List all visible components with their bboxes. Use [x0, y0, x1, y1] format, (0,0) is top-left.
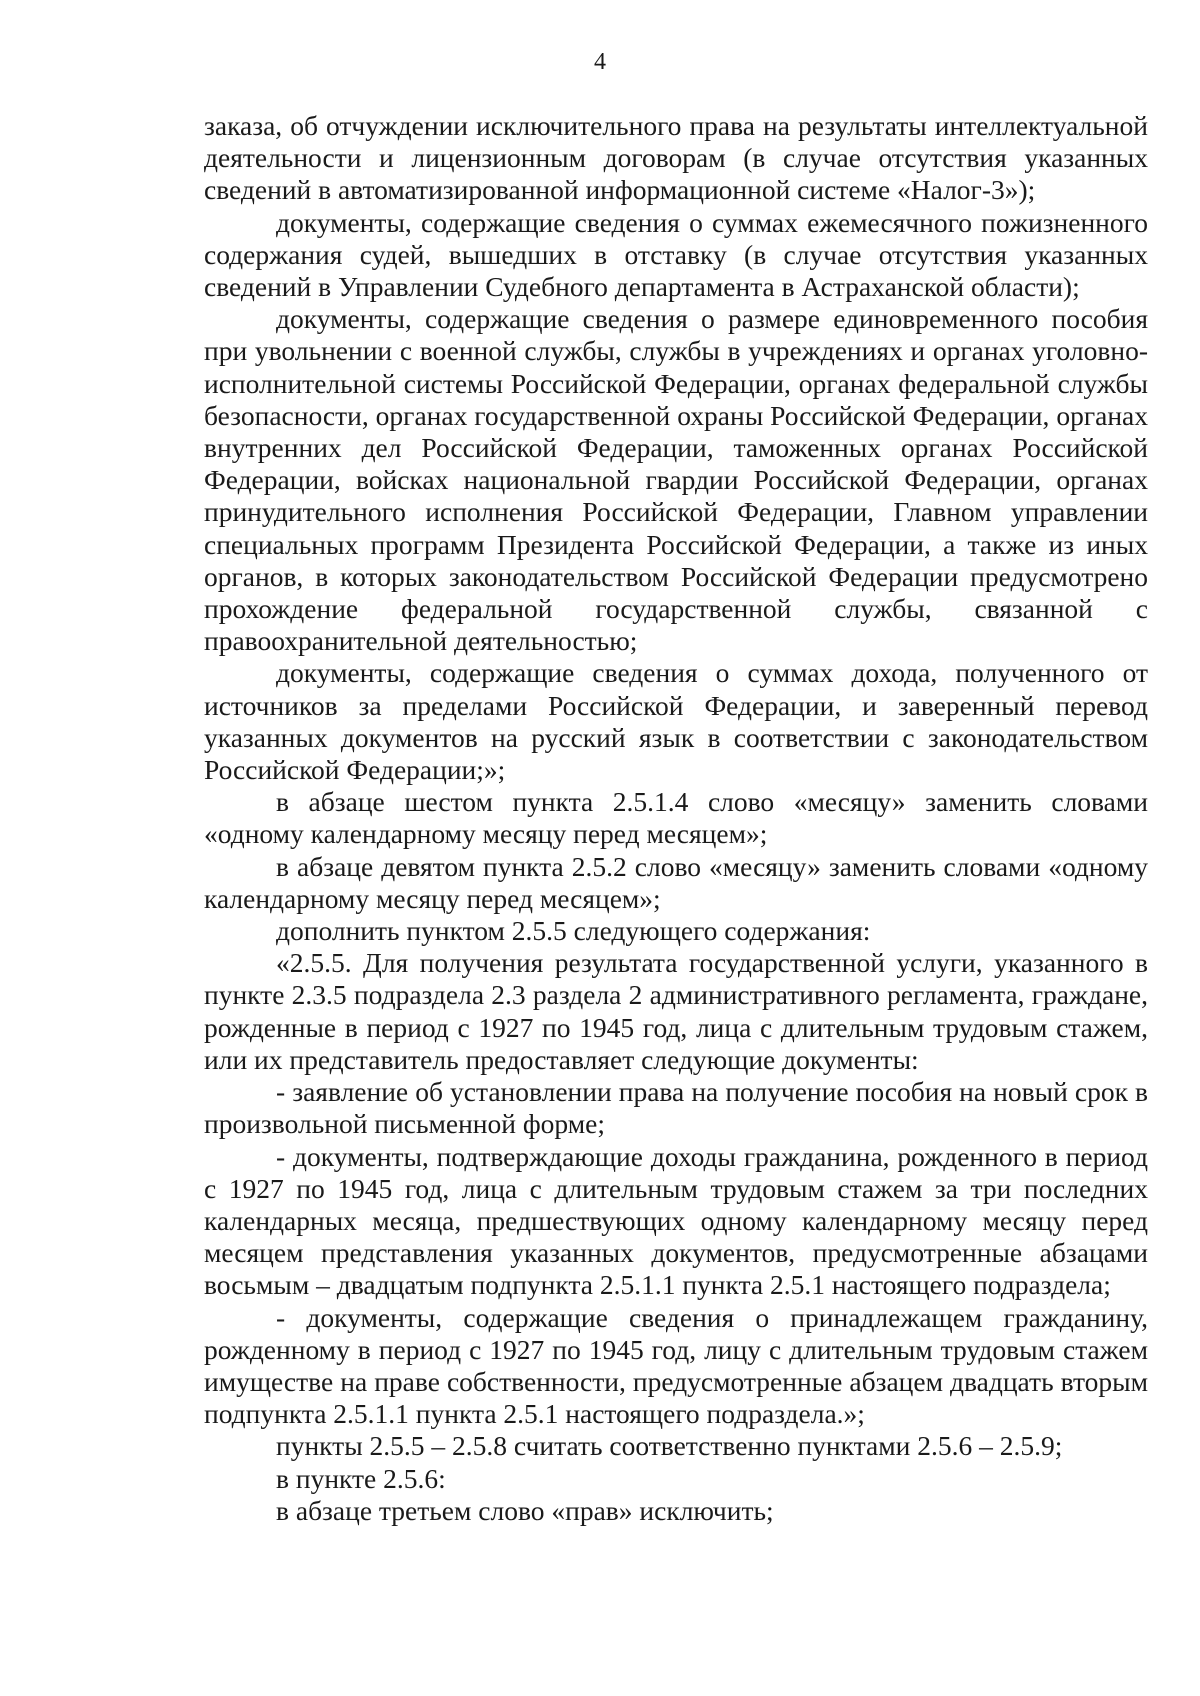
paragraph-exclude-word: в абзаце третьем слово «прав» исключить; — [276, 1494, 774, 1526]
paragraph-amendment-2-5-2: в абзаце девятом пункта 2.5.2 слово «месяцу» заменить словами «одному календарному месяцу перед месяцем»; — [204, 850, 1148, 914]
page-number: 4 — [594, 49, 606, 75]
paragraph-add-2-5-5: дополнить пунктом 2.5.5 следующего содержания: — [276, 915, 871, 947]
document-body — [204, 110, 1148, 1527]
paragraph-continuation: заказа, об отчуждении исключительного права на результаты интеллектуальной деятельности и лицензионным договорам (в случае отсутствия указанных сведений в автоматизированной информационной системе «Налог-3»); — [204, 110, 1148, 206]
paragraph-2-5-5-text: «2.5.5. Для получения результата государственной услуги, указанного в пункте 2.3.5 подраздела 2.3 раздела 2 административного регламента, граждане, рожденные в период с 1927 по 1945 год, лица с длительным трудовым стажем, или их представитель предоставляет следующие документы: — [204, 947, 1148, 1075]
paragraph-amendment-2-5-1-4: в абзаце шестом пункта 2.5.1.4 слово «месяцу» заменить словами «одному календарному месяцу перед месяцем»; — [204, 786, 1148, 850]
paragraph-judges-allowance: документы, содержащие сведения о суммах ежемесячного пожизненного содержания судей, вышедших в отставку (в случае отсутствия указанных сведений в Управлении Судебного департамента в Астраханской области); — [204, 206, 1148, 303]
list-item-property-documents: - документы, содержащие сведения о принадлежащем гражданину, рожденному в период с 1927 по 1945 год, лицу с длительным трудовым стажем имуществе на праве собственности, предусмотренные абзацем двадцать вторым подпункта 2.5.1.1 пункта 2.5.1 настоящего подраздела.»; — [204, 1301, 1148, 1430]
list-item-income-documents: - документы, подтверждающие доходы гражданина, рожденного в период с 1927 по 1945 год, лица с длительным трудовым стажем за три последних календарных месяца, предшествующих одному календарному месяцу перед месяцем представления указанных документов, предусмотренные абзацами восьмым – двадцатым подпункта 2.5.1.1 пункта 2.5.1 настоящего подраздела; — [204, 1140, 1148, 1301]
list-item-application: - заявление об установлении права на получение пособия на новый срок в произвольной письменной форме; — [204, 1076, 1148, 1140]
paragraph-foreign-income: документы, содержащие сведения о суммах дохода, полученного от источников за пределами Российской Федерации, и заверенный перевод указанных документов на русский язык в соответствии с законодательством Российской Федерации;»; — [204, 657, 1148, 786]
paragraph-renumbering: пункты 2.5.5 – 2.5.8 считать соответственно пунктами 2.5.6 – 2.5.9; — [276, 1430, 1063, 1462]
paragraph-severance-allowance: документы, содержащие сведения о размере единовременного пособия при увольнении с военной службы, службы в учреждениях и органах уголовно-исполнительной системы Российской Федерации, органах федеральной службы безопасности, органах государственной охраны Российской Федерации, органах внутренних дел Российской Федерации, таможенных органах Российской Федерации, войсках национальной гвардии Российской Федерации, органах принудительного исполнения Российской Федерации, Главном управлении специальных программ Президента Российской Федерации, а также из иных органов, в которых законодательством Российской Федерации предусмотрено прохождение федеральной государственной службы, связанной с правоохранительной деятельностью; — [204, 303, 1148, 657]
paragraph-in-2-5-6: в пункте 2.5.6: — [276, 1462, 446, 1494]
